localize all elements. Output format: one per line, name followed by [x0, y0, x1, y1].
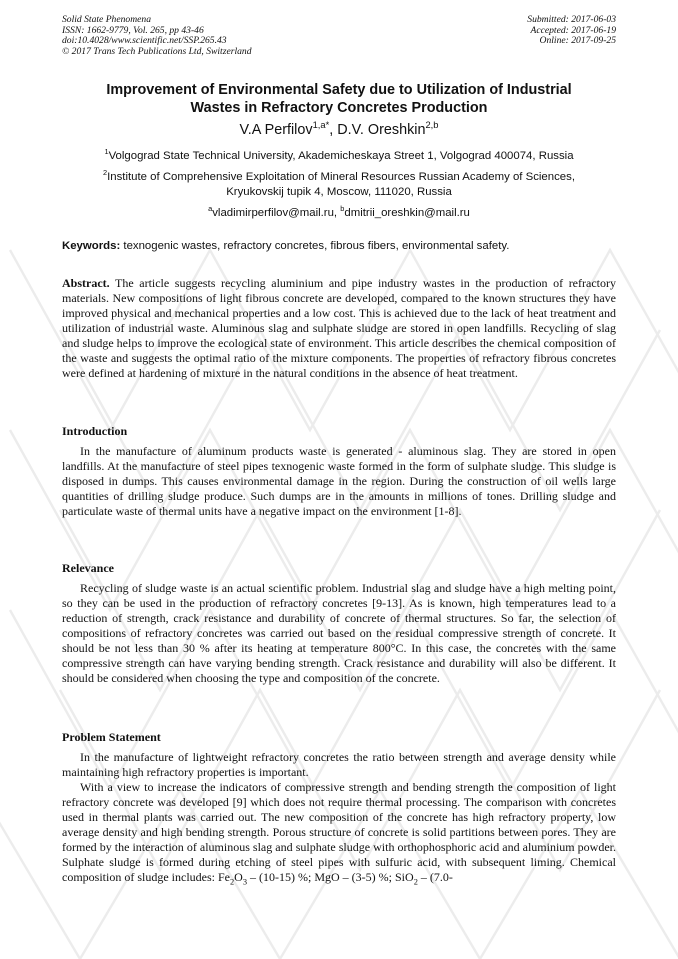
affiliation-1-text: Volgograd State Technical University, Akademicheskaya Street 1, Volgograd 400074, Russia: [108, 150, 574, 162]
email-a: vladimirperfilov@mail.ru: [212, 207, 334, 219]
affiliation-2-line-2: Kryukovskij tupik 4, Moscow, 111020, Russia: [226, 186, 452, 198]
introduction-body: [62, 444, 616, 519]
abstract-label: Abstract.: [62, 276, 110, 290]
keywords: [62, 239, 616, 254]
authors-line: [62, 121, 616, 139]
author-2-marks: 2,b: [425, 120, 439, 131]
author-1: V.A Perfilov: [239, 122, 313, 138]
journal-copyright: © 2017 Trans Tech Publications Ltd, Switzerland: [62, 45, 252, 57]
problem-body: [62, 750, 616, 885]
email-b-mark: b: [340, 204, 345, 214]
fe-oxygen: O: [234, 870, 243, 885]
email-b: dmitrii_oreshkin@mail.ru: [344, 207, 470, 219]
keywords-label: Keywords:: [62, 240, 121, 252]
submitted-date: Submitted: 2017-06-03: [527, 14, 616, 25]
si-subscript: 2: [413, 877, 418, 887]
affiliation-2-line-1: Institute of Comprehensive Exploitation of Mineral Resources Russian Academy of Sciences,: [107, 171, 575, 183]
problem-paragraph-2: [62, 780, 616, 885]
affiliation-1: [62, 149, 616, 164]
keywords-text: texnogenic wastes, refractory concretes, fibrous fibers, environmental safety.: [120, 240, 510, 252]
relevance-heading: Relevance: [62, 561, 114, 575]
problem-heading: Problem Statement: [62, 730, 161, 744]
title-line-1: Improvement of Environmental Safety due to Utilization of Industrial: [106, 82, 572, 98]
accepted-date: Accepted: 2017-06-19: [530, 24, 616, 36]
fe-subscript-3: 3: [242, 877, 248, 887]
email-a-mark: a: [208, 204, 213, 214]
affiliation-2: [62, 170, 616, 200]
problem-paragraph-1: In the manufacture of lightweight refractory concretes the ratio between strength and average density while maintaining high refractory properties is important.: [62, 750, 616, 780]
affiliation-1-number: 1: [104, 147, 109, 157]
affiliation-2-number: 2: [102, 168, 108, 178]
online-date: Online: 2017-09-25: [539, 35, 616, 47]
problem-paragraph-2-tail-1: – (10-15) %; MgO – (3-5) %; SiO: [247, 870, 414, 885]
introduction-paragraph: In the manufacture of aluminum products waste is generated - aluminous slag. They are stored in open landfills. At the manufacture of steel pipes texnogenic waste formed in the form of sulphate sludge. This sludge is disposed in dumps. This causes environmental damage in the region. During the construction of oil wells large quantities of drilling sludge produce. Such dumps are in the amounts in millions of tones. Drilling sludge and particulate waste of thermal units have a negative impact on the environment [1-8].: [62, 444, 616, 519]
author-2: D.V. Oreshkin: [337, 122, 426, 138]
paper-title: [62, 81, 616, 117]
fe-subscript-2: 2: [229, 877, 235, 887]
problem-paragraph-2-text: With a view to increase the indicators of compressive strength and bending strength the composition of light refractory concrete was developed [9] which does not require thermal processing. The comparison with concretes used in thermal plants was carried out. The new composition of the concrete has high refractory property, low average density and high bending strength. Porous structure of concrete is solid partitions between pores. They are formed by the interaction of aluminous slag and sulphate sludge with orthophosphoric acid and aluminium powder. Sulphate sludge is formed during etching of steel pipes with sulfuric acid, with subsequent liming. Chemical composition of sludge includes: Fe: [62, 780, 616, 885]
journal-info: [62, 15, 252, 57]
journal-doi: doi:10.4028/www.scientific.net/SSP.265.43: [62, 35, 227, 47]
journal-name: Solid State Phenomena: [62, 14, 151, 25]
relevance-paragraph: Recycling of sludge waste is an actual scientific problem. Industrial slag and sludge have a high melting point, so they can be used in the production of refractory concretes [9-13]. As is known, high temperatures lead to a reduction of strength, crack resistance and durability of concrete of thermal structures. So far, the selection of compositions of refractory concretes was carried out based on the residual compressive strength of concrete. It should be not less than 30 % after its heating at temperature 800°C. In this case, the concretes with the same compressive strength can have varying bending strength. Crack resistance and durability will also be different. It should be considered when choosing the type and composition of the concrete.: [62, 581, 616, 686]
title-line-2: Wastes in Refractory Concretes Production: [190, 100, 488, 116]
relevance-body: [62, 581, 616, 686]
problem-paragraph-2-tail-2: – (7.0-: [417, 870, 453, 885]
introduction-heading: Introduction: [62, 424, 128, 438]
journal-issn: ISSN: 1662-9779, Vol. 265, pp 43-46: [62, 24, 204, 36]
email-separator: ,: [333, 207, 341, 219]
author-1-marks: 1,a*: [312, 120, 330, 131]
abstract: [62, 276, 616, 381]
dates-info: [527, 15, 616, 47]
abstract-text: The article suggests recycling aluminium and pipe industry wastes in the production of refractory materials. New compositions of light fibrous concrete are developed, compared to the known structures they have improved physical and mechanical properties and a low cost. This is achieved due to the lack of heat treatment and utilization of industrial waste. Aluminous slag and sulphate sludge are stored in open landfills. Recycling of slag and sludge helps to improve the ecological state of environment. This article describes the chemical composition of the waste and suggests the optimal ratio of the mixture components. The properties of refractory fibrous concretes were defined at hardening of mixture in the natural conditions in the absence of heat treatment.: [62, 276, 616, 381]
email-line: [62, 206, 616, 221]
author-separator: ,: [329, 122, 338, 138]
